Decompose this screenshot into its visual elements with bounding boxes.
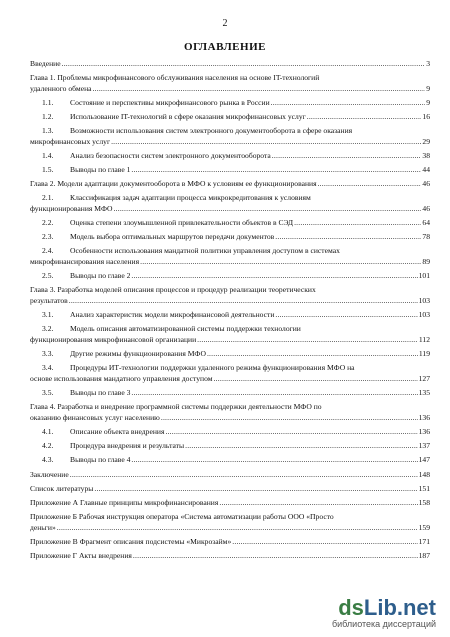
toc-page-number: 9 — [426, 97, 430, 107]
toc-entry-number: 2.3. — [42, 232, 54, 242]
toc-page-number: 119 — [418, 349, 430, 359]
toc-page-number: 158 — [418, 497, 430, 507]
toc-leader-dots — [140, 257, 421, 268]
toc-entry-text: Глава 1. Проблемы микрофинансового обслуживания населения на основе IT-технологий — [30, 73, 320, 83]
toc-leader-dots — [111, 137, 421, 148]
toc-entry-number: 1.4. — [42, 151, 54, 161]
toc-page-number: 89 — [422, 257, 430, 267]
toc-entry-text: Оценка степени злоумышленной привлекательности объектов в СЭД — [70, 218, 294, 228]
toc-entry-number: 2.2. — [42, 218, 54, 228]
toc-page-number: 64 — [422, 218, 430, 228]
page-number: 2 — [222, 18, 228, 29]
toc-leader-dots — [294, 218, 421, 229]
toc-page-number: 148 — [418, 469, 430, 479]
toc-entry-text: функционирования МФО — [30, 204, 113, 214]
toc-entry-text: Список литературы — [30, 483, 94, 493]
toc-entry-number: 2.4. — [42, 246, 54, 256]
toc-leader-dots — [131, 388, 417, 399]
toc-entry-text: Выводы по главе 3 — [70, 388, 131, 398]
watermark-logo — [332, 597, 436, 629]
toc-page-number: 151 — [418, 483, 430, 493]
toc-page-number: 103 — [418, 296, 430, 306]
toc-leader-dots — [114, 204, 422, 215]
toc-entry-line — [30, 73, 430, 84]
toc-page-number: 46 — [422, 204, 430, 214]
toc-entry[interactable] — [30, 112, 430, 123]
toc-entry-line — [30, 246, 430, 257]
toc-entry-number: 3.2. — [42, 324, 54, 334]
toc-entry-number: 3.1. — [42, 310, 54, 320]
page-title: ОГЛАВЛЕНИЕ — [184, 41, 266, 53]
toc-entry[interactable] — [30, 193, 430, 215]
toc-leader-dots — [275, 232, 421, 243]
toc-page-number: 112 — [418, 335, 430, 345]
toc-entry-text: Глава 4. Разработка и внедрение программной системы поддержки деятельности МФО по — [30, 402, 322, 412]
toc-entry-number: 3.3. — [42, 349, 54, 359]
toc-leader-dots — [185, 441, 418, 452]
toc-entry-text: Приложение В Фрагмент описания подсистемы «Микрозайм» — [30, 536, 232, 546]
toc-page-number: 3 — [426, 59, 430, 68]
toc-entry[interactable] — [30, 285, 430, 307]
toc-entry-text: Процедура внедрения и результаты — [70, 441, 185, 451]
toc-leader-dots — [318, 179, 422, 190]
toc-entry[interactable] — [30, 470, 430, 481]
toc-leader-dots — [207, 349, 418, 360]
toc-entry-text: Приложение А Главные принципы микрофинансирования — [30, 497, 219, 507]
toc-page-number: 44 — [422, 165, 430, 175]
toc-entry-text: Состояние и перспективы микрофинансового рынка в России — [70, 97, 270, 107]
toc-leader-dots — [93, 84, 426, 95]
toc-page-number: 147 — [418, 455, 430, 465]
toc-entry-text: удаленного обмена — [30, 83, 92, 93]
toc-entry-text: Возможности использования систем электронного документооборота в сфере оказания — [70, 126, 353, 136]
toc-entry-number: 1.5. — [42, 165, 54, 175]
toc-page-number: 136 — [418, 427, 430, 437]
toc-entry[interactable] — [30, 498, 430, 509]
toc-entry[interactable] — [30, 218, 430, 229]
toc-entry-number: 2.1. — [42, 193, 54, 203]
toc-leader-dots — [165, 427, 417, 438]
toc-entry-number: 1.2. — [42, 112, 54, 122]
toc-entry-number: 4.1. — [42, 427, 54, 437]
toc-leader-dots — [94, 484, 417, 495]
toc-leader-dots — [197, 335, 418, 346]
toc-leader-dots — [131, 271, 417, 282]
toc-page-number: 136 — [418, 413, 430, 423]
toc-entry-text: Выводы по главе 1 — [70, 165, 131, 175]
toc-entry-number: 2.5. — [42, 271, 54, 281]
toc-entry[interactable] — [30, 165, 430, 176]
toc-leader-dots — [214, 374, 418, 385]
toc-entry-number: 3.5. — [42, 388, 54, 398]
toc-entry-text: функционирования микрофинансовой организации — [30, 335, 197, 345]
toc-entry[interactable] — [30, 455, 430, 466]
toc-entry[interactable] — [30, 151, 430, 162]
toc-entry-text: Использование IT-технологий в сфере оказания микрофинансовых услуг — [70, 112, 306, 122]
toc-entry[interactable] — [30, 232, 430, 243]
toc-page-number: 137 — [418, 441, 430, 451]
toc-page-number: 29 — [422, 136, 430, 146]
toc-entry-text: Выводы по главе 4 — [70, 455, 131, 465]
toc-entry-text: Глава 3. Разработка моделей описания процессов и процедур реализации теоретических — [30, 285, 316, 295]
toc-entry-text: Модель описания автоматизированной системы поддержки технологии — [70, 324, 301, 334]
toc-page-number: 135 — [418, 388, 430, 398]
toc-entry-text: Классификация задач адаптации процесса микрокредитования к условиям — [70, 193, 311, 203]
toc-entry[interactable] — [30, 427, 430, 438]
toc-leader-dots — [161, 413, 418, 424]
toc-leader-dots — [62, 59, 426, 70]
toc-entry-number: 1.3. — [42, 126, 54, 136]
toc-entry[interactable] — [30, 73, 430, 95]
toc-leader-dots — [131, 455, 417, 466]
table-of-contents — [30, 59, 430, 565]
toc-entry[interactable] — [30, 512, 430, 534]
toc-entry-text: Заключение — [30, 469, 69, 479]
toc-entry-text: Приложение Б Рабочая инструкция оператора «Система автоматизации работы ООО «Просто — [30, 511, 334, 521]
toc-entry-text: Другие режимы функционирования МФО — [70, 349, 206, 359]
toc-entry[interactable] — [30, 271, 430, 282]
toc-entry[interactable] — [30, 363, 430, 385]
toc-entry-line — [30, 324, 430, 335]
toc-entry-text: Модель выбора оптимальных маршрутов передачи документов — [70, 232, 275, 242]
toc-entry[interactable] — [30, 246, 430, 268]
toc-leader-dots — [133, 551, 418, 562]
toc-leader-dots — [219, 498, 417, 509]
toc-entry-number: 3.4. — [42, 363, 54, 373]
toc-entry-number: 4.2. — [42, 441, 54, 451]
toc-entry[interactable] — [30, 59, 430, 70]
toc-leader-dots — [57, 523, 418, 534]
toc-page-number: 127 — [418, 374, 430, 384]
toc-entry[interactable] — [30, 179, 430, 190]
toc-entry-number: 4.3. — [42, 455, 54, 465]
toc-page-number: 101 — [418, 271, 430, 281]
toc-page-number: 171 — [418, 536, 430, 546]
toc-entry-text: микрофинансирования населения — [30, 257, 140, 267]
toc-entry-text: Особенности использования мандатной политики управления доступом в системах — [70, 246, 340, 256]
toc-page-number: 9 — [426, 83, 430, 93]
toc-entry-line — [30, 193, 430, 204]
toc-entry-text: Анализ безопасности систем электронного документооборота — [70, 151, 271, 161]
toc-entry[interactable] — [30, 484, 430, 495]
toc-page-number: 16 — [422, 112, 430, 122]
toc-page-number: 187 — [418, 550, 430, 560]
toc-entry-line — [30, 363, 430, 374]
toc-entry[interactable] — [30, 310, 430, 321]
toc-entry-line — [30, 402, 430, 413]
toc-entry[interactable] — [30, 324, 430, 346]
watermark-brand: dsLib.net — [338, 595, 436, 620]
toc-leader-dots — [131, 165, 421, 176]
toc-leader-dots — [272, 151, 422, 162]
toc-page-number: 78 — [422, 232, 430, 242]
toc-entry-text: Приложение Г Акты внедрения — [30, 550, 132, 560]
toc-entry-line — [30, 126, 430, 137]
watermark-subtitle: библиотека диссертаций — [331, 619, 436, 629]
toc-entry[interactable] — [30, 441, 430, 452]
toc-entry[interactable] — [30, 349, 430, 360]
toc-leader-dots — [307, 112, 422, 123]
toc-entry[interactable] — [30, 388, 430, 399]
toc-page-number: 46 — [422, 179, 430, 189]
toc-entry[interactable] — [30, 126, 430, 148]
toc-page-number: 103 — [418, 310, 430, 320]
toc-entry[interactable] — [30, 402, 430, 424]
toc-entry-text: Выводы по главе 2 — [70, 271, 131, 281]
toc-leader-dots — [70, 470, 418, 481]
toc-entry-text: Глава 2. Модели адаптации документооборота в МФО к условиям ее функционирования — [30, 179, 317, 189]
toc-entry-text: микрофинансовых услуг — [30, 136, 111, 146]
toc-entry-text: Описание объекта внедрения — [70, 427, 165, 437]
toc-entry-line — [30, 512, 430, 523]
toc-entry-text: Введение — [30, 59, 61, 68]
toc-leader-dots — [271, 98, 426, 109]
toc-entry-text: основе использования мандатного управления доступом — [30, 374, 213, 384]
toc-page-number: 159 — [418, 522, 430, 532]
toc-leader-dots — [232, 537, 417, 548]
toc-entry-number: 1.1. — [42, 97, 54, 107]
toc-leader-dots — [275, 310, 417, 321]
toc-entry-line — [30, 285, 430, 296]
toc-entry[interactable] — [30, 537, 430, 548]
toc-entry-text: Процедуры ИТ-технологии поддержки удаленного режима функционирования МФО на — [70, 363, 355, 373]
toc-page-number: 38 — [422, 151, 430, 161]
toc-entry-text: оказанию финансовых услуг населению — [30, 413, 160, 423]
toc-entry-text: деньги» — [30, 522, 56, 532]
toc-leader-dots — [69, 296, 418, 307]
toc-entry-text: Анализ характеристик модели микрофинансовой деятельности — [70, 310, 275, 320]
toc-entry[interactable] — [30, 551, 430, 562]
toc-entry[interactable] — [30, 98, 430, 109]
toc-entry-text: результатов — [30, 296, 68, 306]
